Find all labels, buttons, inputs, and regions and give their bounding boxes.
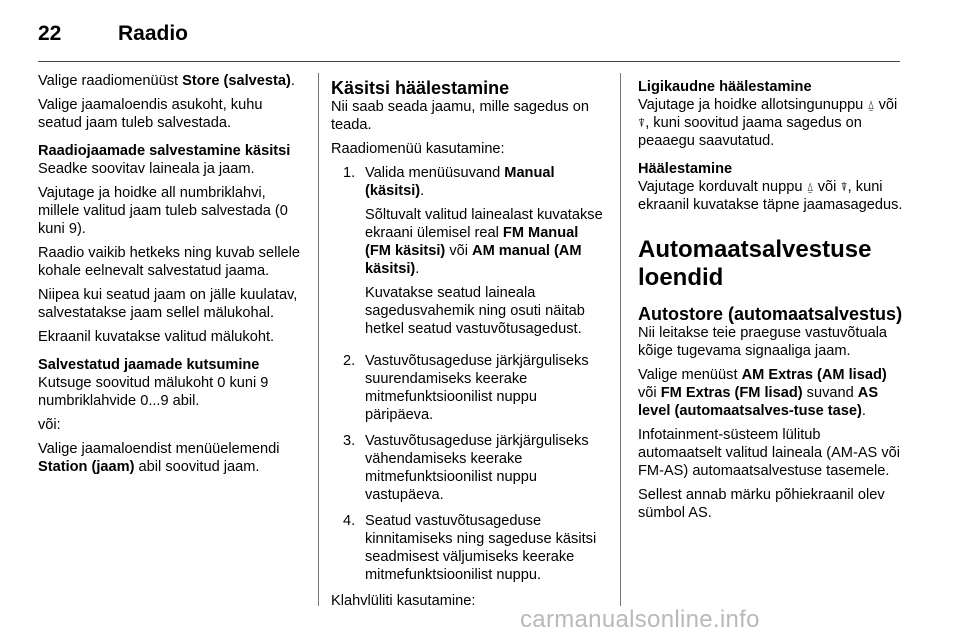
page-title: Raadio [118,22,189,45]
paragraph: Niipea kui seatud jaam on jälle kuulatav, salvestatakse jaam sellel mälukohal. [38,287,298,321]
paragraph: Valige jaamaloendist menüüelemendi Station (jaam) abil soovitud jaam. [38,441,280,475]
seek-up-icon: ⍙ [806,180,814,194]
seek-down-icon: ⍒ [840,180,848,194]
paragraph: Klahvlüliti kasutamine: [331,593,476,609]
paragraph: Raadio vaikib hetkeks ning kuvab sellele kohale eelnevalt salvestatud jaama. [38,245,301,279]
seek-up-icon: ⍙ [867,98,875,112]
section-heading-autostore-lists: Automaatsalvestuse loendid [638,236,872,291]
seek-down-icon: ⍒ [638,116,646,130]
list-item: 4. Seatud vastuvõtusageduse kinnitamiseks ning sageduse käsitsi seadmisest väljumiseks keerake mitmefunktsioonilist nuppu. [343,513,597,583]
paragraph: Infotainment-süsteem lülitub automaatselt valitud laineala (AM-AS või FM-AS) automaatsalvestuse tasemele. [638,427,901,479]
list-item: 3. Vastuvõtusageduse järkjärguliseks vähendamiseks keerake mitmefunktsioonilist nuppu vastupäeva. [343,433,589,503]
paragraph: Ekraanil kuvatakse valitud mälukoht. [38,329,275,345]
paragraph: Seadke soovitav laineala ja jaam. [38,161,255,177]
paragraph: Kutsuge soovitud mälukoht 0 kuni 9 numbriklahvide 0...9 abil. [38,375,269,409]
column-divider-2 [620,73,621,606]
column-1 [38,72,306,482]
list-item: 2. Vastuvõtusageduse järkjärguliseks suurendamiseks keerake mitmefunktsioonilist nuppu päripäeva. [343,353,589,423]
paragraph: Valige jaamaloendis asukoht, kuhu seatud jaam tuleb salvestada. [38,97,263,131]
subheading-fine-tuning: Häälestamine [638,161,733,177]
page-number: 22 [38,22,62,45]
paragraph: Valige raadiomenüüst Store (salvesta). [38,73,295,89]
section-heading-manual-tuning: Käsitsi häälestamine [331,78,510,98]
list-item: 1. Valida menüüsuvand Manual (käsitsi). Sõltuvalt valitud lainealast kuvatakse ekraani ülemisel real FM Manual (FM käsitsi) või AM manual (AM käsitsi). Kuvatakse seatud laineala sagedusvahemik ning osuti näitab hetkel seatud vastuvõtusagedust. [343,165,603,337]
paragraph: või: [38,417,61,433]
column-divider-1 [318,73,319,606]
steps-list [331,164,603,584]
column-3 [638,72,903,528]
subheading-recall: Salvestatud jaamade kutsumine [38,357,260,373]
subsection-heading-autostore: Autostore (automaatsalvestus) [638,304,903,324]
paragraph: Valige menüüst AM Extras (AM lisad) või FM Extras (FM lisad) suvand AS level (automaatsalves-tuse tase). [638,367,887,419]
watermark: carmanualsonline.info [520,606,760,633]
paragraph: Raadiomenüü kasutamine: [331,141,505,157]
subheading-save-manual: Raadiojaamade salvestamine käsitsi [38,143,291,159]
paragraph: Vajutage ja hoidke allotsingunuppu ⍙ või ⍒, kuni soovitud jaama sagedus on peaaegu saavutatud. [638,97,898,149]
header-rule [38,61,900,62]
paragraph: Nii saab seada jaamu, mille sagedus on teada. [331,99,589,133]
paragraph: Sellest annab märku põhiekraanil olev sümbol AS. [638,487,885,521]
subheading-coarse-tuning: Ligikaudne häälestamine [638,79,812,95]
page-header [38,18,188,50]
paragraph: Vajutage ja hoidke all numbriklahvi, millele valitud jaam tuleb salvestada (0 kuni 9). [38,185,288,237]
column-2 [331,72,603,616]
paragraph: Vajutage korduvalt nuppu ⍙ või ⍒, kuni ekraanil kuvatakse täpne jaamasagedus. [638,179,903,213]
paragraph: Nii leitakse teie praeguse vastuvõtuala kõige tugevama signaaliga jaam. [638,325,888,359]
